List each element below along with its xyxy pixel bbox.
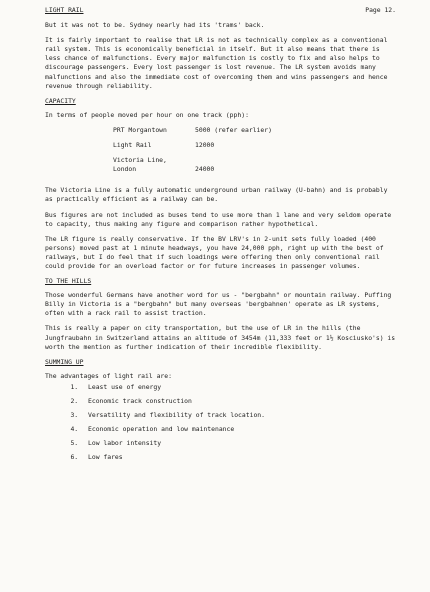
table-row — [113, 156, 272, 180]
system-name: PRT Morgantown — [113, 125, 167, 134]
table-row — [113, 126, 272, 141]
list-item: 5. Low labor intensity — [82, 439, 396, 448]
paragraph-not-to-be: But it was not to be. Sydney nearly had its 'trams' back. — [45, 21, 265, 30]
list-item: 1. Least use of energy — [82, 383, 396, 392]
paragraph-jungfraubahn: This is really a paper on city transportation, but the use of LR in the hills (the Jungfraubahn in Switzerland attains an altitude of 3454m (11,333 feet or 1½ Kosciusko's) is worth the mention as further indication of their incredible flexibility. — [45, 324, 396, 351]
pph-value: 5000 (refer earlier) — [195, 125, 272, 134]
paragraph-victoria-line: The Victoria Line is a fully automatic underground urban railway (U-bahn) and is probably as practically efficient as a railway can be. — [45, 186, 388, 204]
system-name: Light Rail — [113, 141, 152, 150]
paragraph-bus-figures: Bus figures are not included as buses tend to use more than 1 lane and very seldom operate to capacity, thus making any figure and comparison rather hypothetical. — [45, 210, 392, 228]
paragraph-bergbahn: Those wonderful Germans have another word for us - "bergbahn" or mountain railway. Puffing Billy in Victoria is a "bergbahn" but many overseas 'bergbahnen' operate as LR systems, often with a rack rail to assist traction. — [45, 291, 392, 318]
pph-value: 12000 — [195, 141, 215, 150]
pph-value: 24000 — [195, 165, 215, 174]
list-item: 3. Versatility and flexibility of track location. — [82, 411, 396, 420]
section-heading-summing-up: SUMMING UP — [45, 357, 84, 366]
paragraph-lr-figure: The LR figure is really conservative. If the BV LRV's in 2-unit sets fully loaded (400 persons) moved past at 1 minute headways, you have 24,000 pph, right up with the best of railways, but I do feel that if such loadings were offering then only conventional rail could provide for an overload factor or for future increases in passenger volumes. — [45, 234, 384, 270]
list-item: 6. Low fares — [82, 453, 396, 462]
document-title: LIGHT RAIL — [45, 6, 84, 14]
section-heading-hills: TO THE HILLS — [45, 277, 92, 286]
capacity-table — [113, 126, 272, 180]
list-item: 2. Economic track construction — [82, 397, 396, 406]
paragraph-complexity: It is fairly important to realise that LR is not as technically complex as a conventional rail system. This is economically beneficial in itself. But it also means that there is less chance of malfunctions. Every major malfunction is costly to fix and also helps to discourage passengers. Every lost passenger is lost revenue. The LR system avoids many malfunctions and also the immediate cost of overcoming them and wins passengers and hence revenue through reliability. — [45, 36, 388, 90]
list-item: 4. Economic operation and low maintenance — [82, 425, 396, 434]
section-heading-capacity: CAPACITY — [45, 96, 76, 105]
system-name: Victoria Line, London — [113, 156, 167, 174]
page-header — [45, 6, 396, 15]
paragraph-capacity-intro: In terms of people moved per hour on one track (pph): — [45, 110, 249, 119]
table-row — [113, 141, 272, 156]
page-number: Page 12. — [365, 6, 396, 14]
advantages-list — [45, 383, 396, 463]
paragraph-advantages-intro: The advantages of light rail are: — [45, 371, 172, 380]
